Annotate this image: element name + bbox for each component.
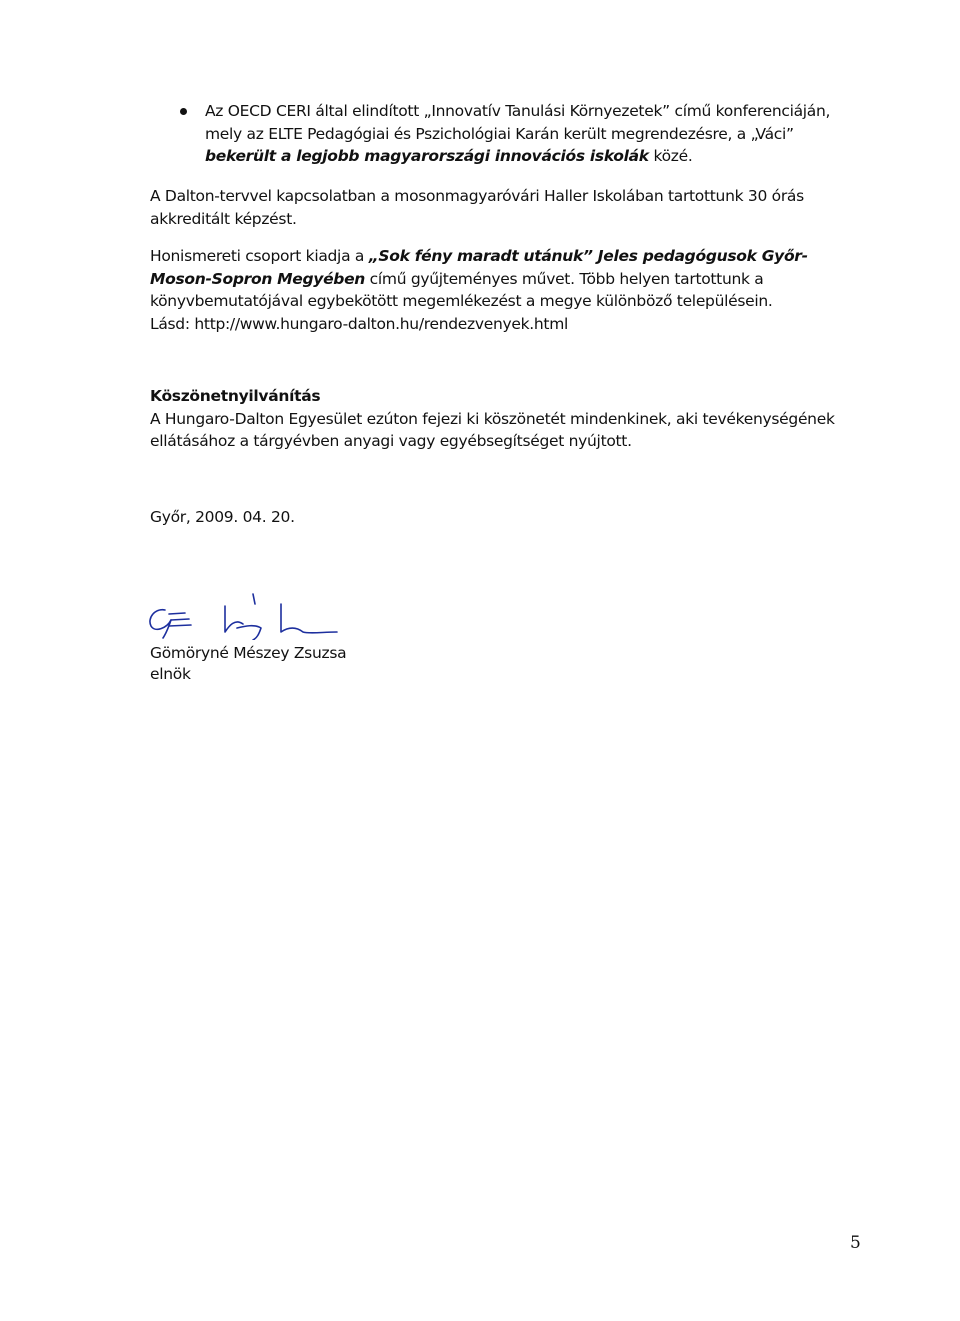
honismereti-text-2: című gyűjteményes művet. Több helyen tartottunk a könyvbemutatójával egybekötött megemlékezést a megye különböző településein. — [150, 269, 773, 310]
oecd-text-2: közé. — [648, 147, 693, 165]
book-title: „Sok fény maradt utánuk” Jeles pedagógusok Győr-Moson-Sopron Megyében — [150, 247, 808, 288]
place-date-text: Győr, 2009. 04. 20. — [150, 508, 295, 526]
paragraph-honismereti — [150, 245, 865, 335]
thanks-heading: Köszönetnyilvánítás — [150, 387, 321, 405]
paragraph-oecd — [205, 100, 865, 168]
signatory-title: elnök — [150, 665, 191, 683]
oecd-text-1: Az OECD CERI által elindított „Innovatív Tanulási Környezetek” című konferenciáján, mely az ELTE Pedagógiai és Pszichológiai Karán került megrendezésre, a „Váci” — [205, 102, 831, 143]
bullet-icon — [180, 108, 187, 115]
honismereti-text-1: Honismereti csoport kiadja a — [150, 247, 369, 265]
thanks-text: A Hungaro-Dalton Egyesület ezúton fejezi ki köszönetét mindenkinek, aki tevékenységének ellátásához a tárgyévben anyagi vagy egyébsegítséget nyújtott. — [150, 409, 835, 450]
thanks-section — [150, 385, 865, 453]
signatory-name: Gömöryné Mészey Zsuzsa — [150, 644, 347, 662]
paragraph-dalton — [150, 185, 865, 230]
page-number: 5 — [850, 1233, 861, 1253]
signature — [145, 588, 345, 640]
oecd-text-italic: bekerült a legjobb magyarországi innovációs iskolák — [205, 147, 649, 165]
signatory-block — [150, 643, 865, 685]
dalton-text: A Dalton-tervvel kapcsolatban a mosonmagyaróvári Haller Iskolában tartottunk 30 órás akkreditált képzést. — [150, 187, 804, 228]
link-line: Lásd: http://www.hungaro-dalton.hu/rendezvenyek.html — [150, 314, 568, 333]
place-date — [150, 506, 865, 529]
